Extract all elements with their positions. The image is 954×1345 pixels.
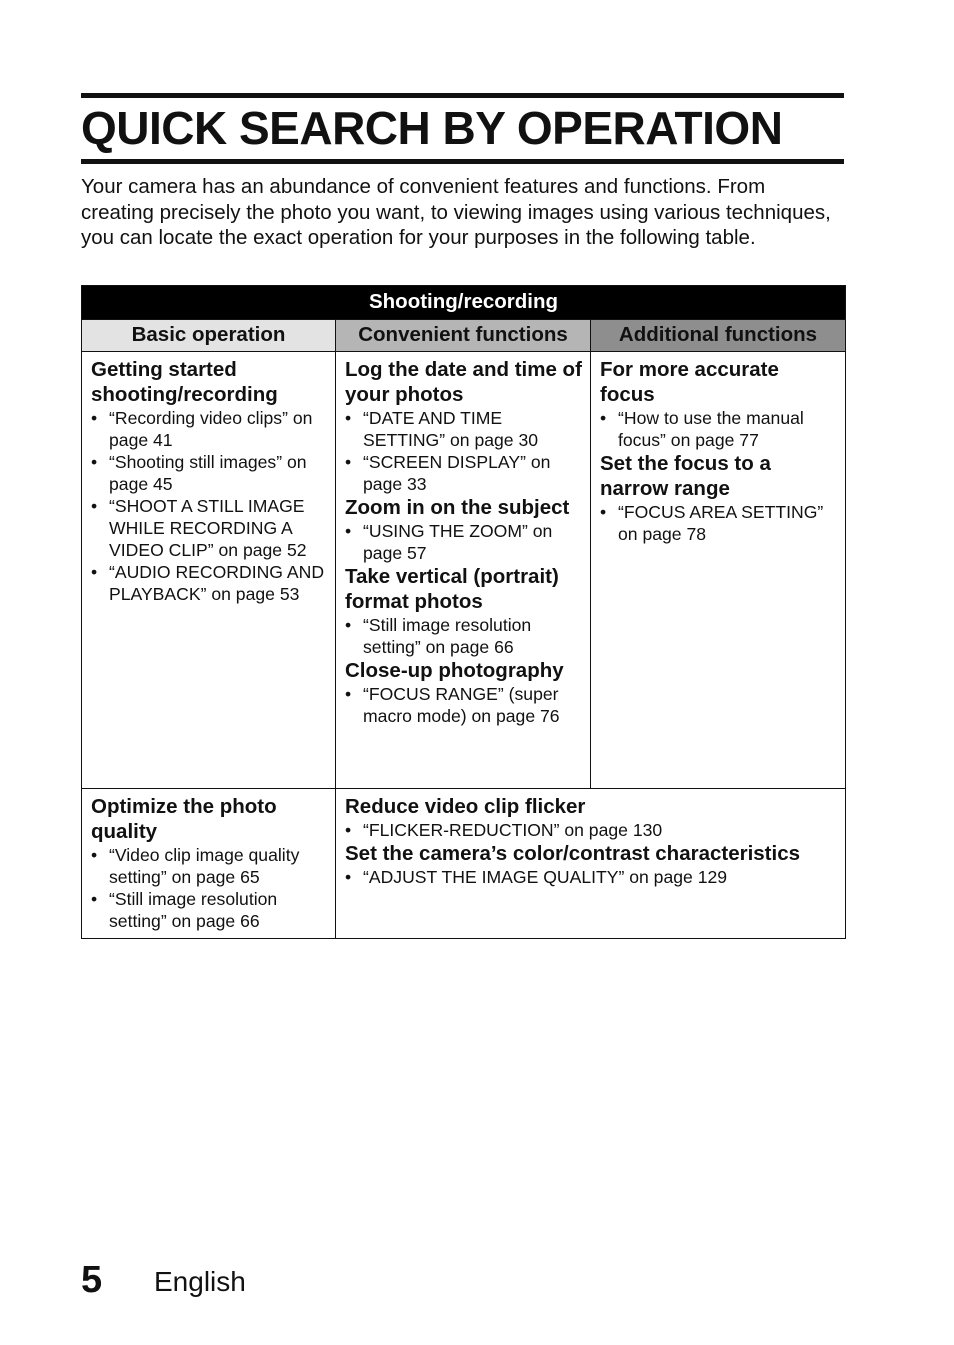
reference-item	[345, 407, 582, 451]
reference-text: “Recording video clips” on page 41	[109, 408, 313, 450]
reference-text: “FOCUS AREA SETTING” on page 78	[618, 502, 824, 544]
bullet-icon: •	[345, 820, 352, 840]
reference-text: “USING THE ZOOM” on page 57	[363, 521, 553, 563]
bullet-icon: •	[600, 502, 607, 522]
reference-item	[91, 451, 327, 495]
reference-item	[91, 407, 327, 451]
cell-merged-row2	[336, 789, 846, 939]
topic-heading: Set the focus to a narrow range	[600, 452, 771, 500]
bullet-icon: •	[345, 867, 352, 887]
reference-item	[345, 819, 837, 841]
intro-paragraph: Your camera has an abundance of convenient features and functions. From creating precisely the photo you want, to viewing images using various techniques, you can locate the exact operation for your purposes in the following table.	[81, 175, 831, 250]
reference-list	[345, 819, 837, 841]
quick-search-table	[81, 285, 846, 939]
reference-item	[91, 844, 327, 888]
topic-heading: Getting started shooting/recording	[91, 358, 278, 406]
reference-list	[345, 614, 582, 658]
topic-heading: Zoom in on the subject	[345, 496, 570, 519]
cell-additional-row1	[591, 352, 846, 789]
bullet-icon: •	[91, 562, 98, 582]
reference-text: “Still image resolution setting” on page 66	[363, 615, 532, 657]
topic-heading: Optimize the photo quality	[91, 795, 277, 843]
reference-item	[600, 501, 837, 545]
reference-item	[91, 495, 327, 561]
reference-list	[345, 683, 582, 727]
page-number: 5	[81, 1259, 103, 1301]
bullet-icon: •	[91, 452, 98, 472]
topic-heading: Reduce video clip flicker	[345, 795, 586, 818]
reference-item	[600, 407, 837, 451]
reference-text: “AUDIO RECORDING AND PLAYBACK” on page 53	[109, 562, 325, 604]
reference-item	[345, 614, 582, 658]
bullet-icon: •	[91, 408, 98, 428]
bullet-icon: •	[345, 408, 352, 428]
reference-list	[600, 407, 837, 451]
reference-list	[91, 844, 327, 932]
page-title: QUICK SEARCH BY OPERATION	[81, 102, 783, 154]
cell-convenient-row1	[336, 352, 591, 789]
bullet-icon: •	[345, 452, 352, 472]
reference-text: “ADJUST THE IMAGE QUALITY” on page 129	[363, 867, 728, 887]
reference-text: “How to use the manual focus” on page 77	[618, 408, 804, 450]
reference-text: “Still image resolution setting” on page 66	[109, 889, 278, 931]
reference-text: “Shooting still images” on page 45	[109, 452, 307, 494]
bullet-icon: •	[91, 845, 98, 865]
reference-list	[345, 866, 837, 888]
column-header-convenient: Convenient functions	[336, 320, 591, 352]
topic-heading: Log the date and time of your photos	[345, 358, 582, 406]
bullet-icon: •	[91, 889, 98, 909]
bullet-icon: •	[600, 408, 607, 428]
topic-heading: Take vertical (portrait) format photos	[345, 565, 559, 613]
reference-item	[345, 683, 582, 727]
reference-list	[600, 501, 837, 545]
reference-text: “FLICKER-REDUCTION” on page 130	[363, 820, 663, 840]
topic-heading: Close-up photography	[345, 659, 564, 682]
reference-list	[345, 407, 582, 495]
reference-item	[345, 451, 582, 495]
bullet-icon: •	[91, 496, 98, 516]
reference-text: “Video clip image quality setting” on page 65	[109, 845, 300, 887]
column-header-basic: Basic operation	[82, 320, 336, 352]
reference-item	[91, 888, 327, 932]
title-block	[81, 93, 844, 164]
reference-item	[91, 561, 327, 605]
language-label: English	[154, 1266, 246, 1297]
cell-basic-row1	[82, 352, 336, 789]
bullet-icon: •	[345, 684, 352, 704]
reference-text: “FOCUS RANGE” (super macro mode) on page 76	[363, 684, 560, 726]
reference-text: “SCREEN DISPLAY” on page 33	[363, 452, 551, 494]
topic-heading: Set the camera’s color/contrast characteristics	[345, 842, 801, 865]
reference-text: “DATE AND TIME SETTING” on page 30	[363, 408, 539, 450]
column-header-additional: Additional functions	[591, 320, 846, 352]
bullet-icon: •	[345, 615, 352, 635]
section-header: Shooting/recording	[82, 286, 846, 320]
reference-item	[345, 520, 582, 564]
reference-list	[91, 407, 327, 605]
topic-heading: For more accurate focus	[600, 358, 779, 406]
cell-basic-row2	[82, 789, 336, 939]
reference-item	[345, 866, 837, 888]
reference-list	[345, 520, 582, 564]
bullet-icon: •	[345, 521, 352, 541]
reference-text: “SHOOT A STILL IMAGE WHILE RECORDING A VIDEO CLIP” on page 52	[109, 496, 307, 560]
